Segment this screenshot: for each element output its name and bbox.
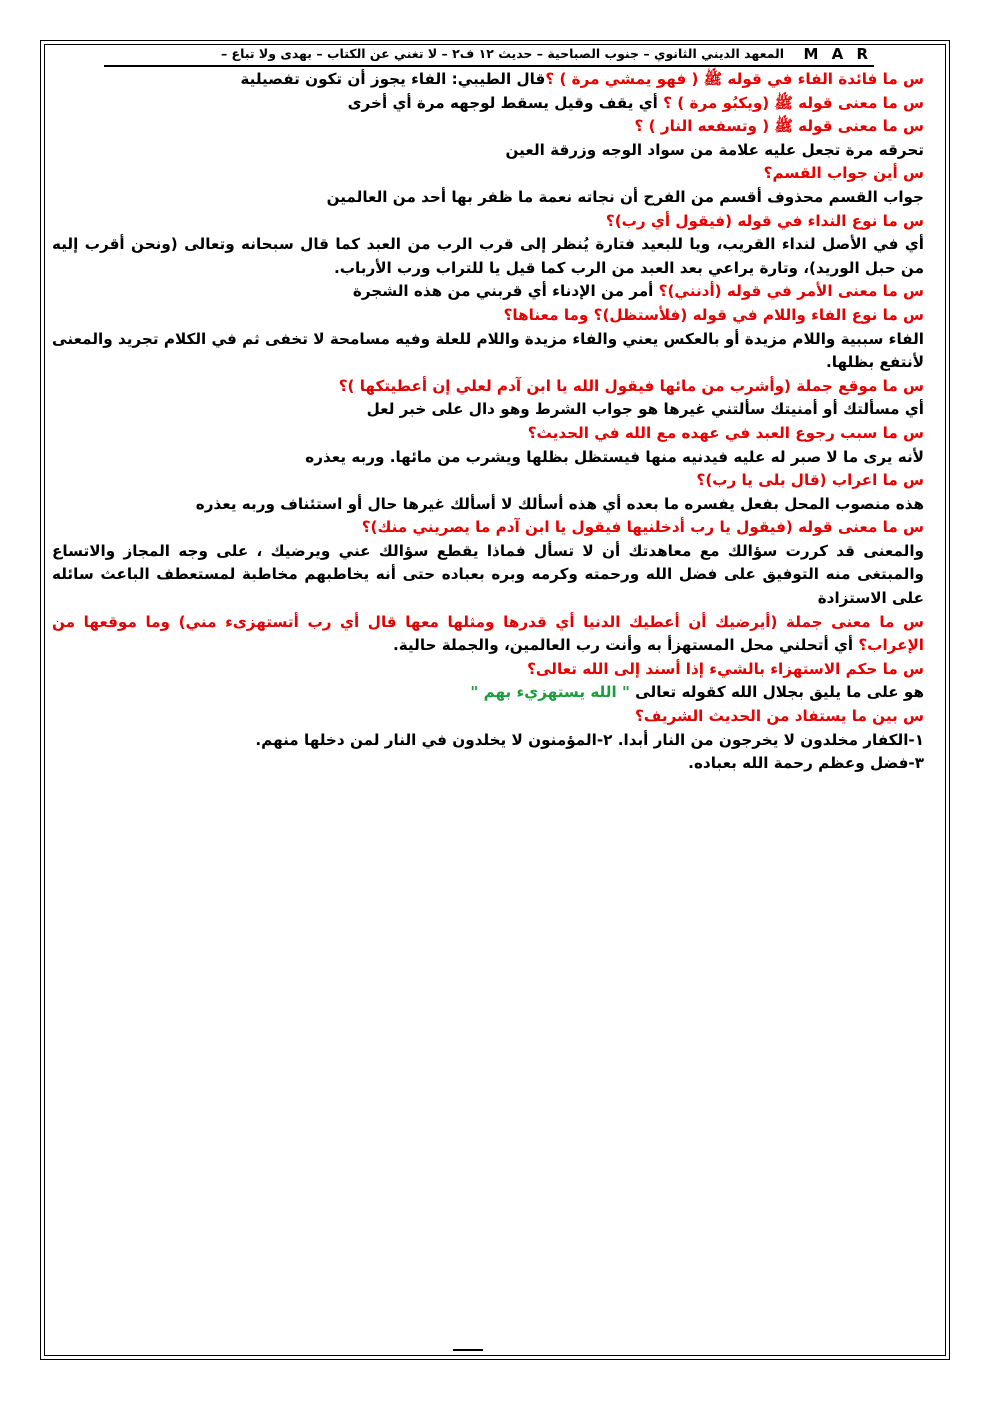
answer-paragraph: أي في الأصل لنداء القريب، ويا للبعيد فتارة يُنظر إلى قرب الرب من العبد كما قال سبحانه وتعالى (ونحن أقرب إليه من حبل الوريد)، وتارة يراعي بعد العبد من الرب كما قيل يا للتراب ورب الأرباب. (52, 235, 924, 277)
qa-line-2 (52, 92, 924, 116)
answer-line: تحرقه مرة تجعل عليه علامة من سواد الوجه وزرقة العين (505, 140, 924, 159)
answer-paragraph: الفاء سببية واللام مزيدة أو بالعكس يعني والفاء مزيدة واللام للعلة وفيه مسامحة لا تخفى ثم في الكلام تجريد والمعنى لأنتفع بظلها. (52, 329, 924, 372)
answer-text: أي أتحلني محل المستهزأ به وأنت رب العالمين، والجملة حالية. (392, 636, 859, 655)
answer-line: هذه منصوب المحل بفعل يفسره ما بعده أي هذه أسألك لا أسألك غيرها حال أو استئناف وربه يعذره (195, 494, 924, 513)
qa-paragraph-mixed (52, 611, 924, 658)
question-line: س ما معنى قوله (فيقول يا رب أدخلنيها فيقول يا ابن آدم ما يصريني منك)؟ (361, 518, 924, 537)
answer-line: لأنه يرى ما لا صبر له عليه فيدنيه منها فيستظل بظلها ويشرب من مائها. وربه يعذره (305, 447, 924, 466)
question-text: س ما معنى قوله ﷺ (ويكبُو مرة ) ؟ (663, 93, 924, 112)
answer-paragraph: والمعنى قد كررت سؤالك مع معاهدتك أن لا تسأل فماذا يقطع سؤالك عني ويرضيك ، على وجه المجاز والاتساع والمبتغى منه التوفيق على فضل الله ورحمته وكرمه وبره بعباده حتى أنه يخاطبهم مخاطبة لمستعطف الباعث سائله على الاستزادة (52, 541, 924, 608)
answer-text: أي يقف وقيل يسقط لوجهه مرة أي أخرى (347, 93, 664, 112)
header-title: المعهد الديني الثانوي – جنوب الصباحية – حديث ١٢ ف٢ – لا تغني عن الكتاب – بهدى ولا تباع – (220, 46, 784, 61)
answer-text: قال الطيبي: الفاء يجوز أن تكون تفصيلية (240, 70, 546, 88)
quran-quote: " الله يستهزيء بهم " (470, 683, 630, 702)
page-header (104, 47, 874, 67)
question-text: س ما معنى جملة (أيرضيك أن أعطيك الدنيا أي قدرها ومثلها معها قال أي رب أتستهزىء مني) وما موقعها من الإعراب؟ (52, 612, 924, 655)
answer-line: أي مسألتك أو أمنيتك سألتني غيرها هو جواب الشرط وهو دال على خبر لعل (366, 400, 924, 419)
question-text: س ما فائدة الفاء في قوله ﷺ ( فهو يمشي مرة ) ؟ (545, 70, 924, 88)
question-line: س ما معنى قوله ﷺ ( وتسفعه النار ) ؟ (634, 117, 924, 136)
question-line: س ما حكم الاستهزاء بالشيء إذا أسند إلى الله تعالى؟ (527, 659, 924, 678)
question-line: س ما موقع جملة (وأشرب من مائها فيقول الله يا ابن آدم لعلي إن أعطيتكها )؟ (338, 376, 924, 395)
question-text: س ما معنى الأمر في قوله (أدنني)؟ (658, 282, 924, 301)
answer-line: جواب القسم محذوف أقسم من الفرح أن نجاته نعمة ما ظفر بها أحد من العالمين (326, 187, 924, 206)
question-line: س ما نوع الفاء واللام في قوله (فلأستظل)؟ وما معناها؟ (503, 305, 924, 324)
header-mark: M A R (803, 45, 872, 63)
question-line: س ما سبب رجوع العبد في عهده مع الله في الحديث؟ (527, 423, 924, 442)
question-line: س ما نوع النداء في قوله (فيقول أي رب)؟ (605, 211, 924, 230)
qa-line-mixed (52, 280, 924, 304)
question-line: س ما اعراب (قال بلى يا رب)؟ (696, 471, 924, 490)
answer-line: ١-الكفار مخلدون لا يخرجون من النار أبدا. ٢-المؤمنون لا يخلدون في النار لمن دخلها منهم. (255, 730, 924, 749)
question-line: س بين ما يستفاد من الحديث الشريف؟ (634, 707, 924, 726)
question-line: س أين جواب القسم؟ (763, 164, 924, 183)
document-body (52, 68, 924, 776)
qa-line-1 (52, 68, 924, 92)
answer-line: ٣-فضل وعظم رحمة الله بعباده. (688, 754, 924, 773)
answer-line-quote (52, 681, 924, 705)
page-number-mark (453, 1349, 483, 1359)
answer-text: هو على ما يليق بجلال الله كقوله تعالى (629, 683, 924, 702)
answer-text: أمر من الإدناء أي قربني من هذه الشجرة (352, 282, 659, 301)
